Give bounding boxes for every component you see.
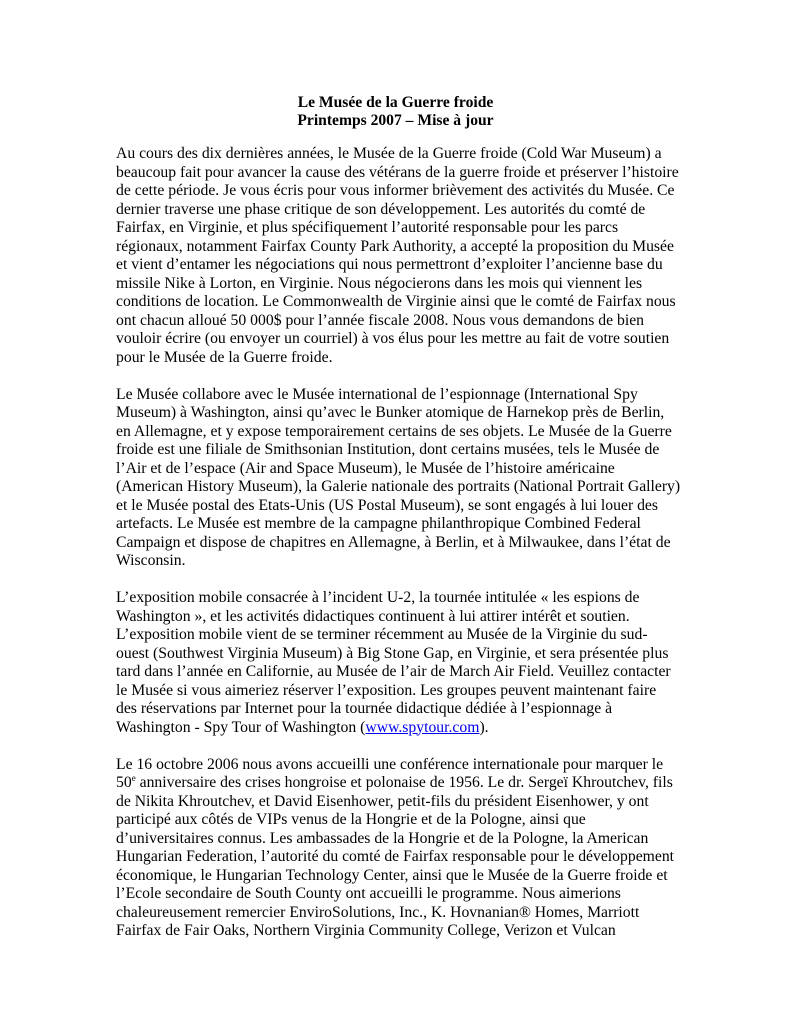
- text-fragment: Washington - Spy Tour of Washington (: [116, 718, 366, 736]
- text-line: pour le Musée de la Guerre froide.: [116, 348, 333, 366]
- paragraph-1: [116, 145, 716, 367]
- text-line: ouest (Southwest Virginia Museum) à Big Stone Gap, en Virginie, et sera présentée plus: [116, 644, 669, 662]
- text-line: de Nikita Khroutchev, et David Eisenhower, petit-fils du président Eisenhower, y ont: [116, 792, 649, 810]
- text-line: d’universitaires connus. Les ambassades de la Hongrie et de la Pologne, la American: [116, 829, 649, 847]
- text-line: chaleureusement remercier EnviroSolutions, Inc., K. Hovnanian® Homes, Marriott: [116, 903, 640, 921]
- text-line: et le Musée postal des Etats-Unis (US Postal Museum), se sont engagés à lui louer des: [116, 496, 659, 514]
- text-line: le Musée si vous aimeriez réserver l’exposition. Les groupes peuvent maintenant faire: [116, 681, 657, 699]
- text-line: (American History Museum), la Galerie nationale des portraits (National Portrait Gallery): [116, 478, 681, 495]
- text-line: l’Air et de l’espace (Air and Space Museum), le Musée de l’histoire américaine: [116, 459, 615, 477]
- text-line: l’Ecole secondaire de South County ont accueilli le programme. Nous aimerions: [116, 885, 621, 902]
- text-line: Le 16 octobre 2006 nous avons accueilli une conférence internationale pour marquer le: [116, 755, 664, 773]
- text-line: régionaux, notamment Fairfax County Park Authority, a accepté la proposition du Musée: [116, 237, 674, 255]
- text-line: artefacts. Le Musée est membre de la campagne philanthropique Combined Federal: [116, 515, 641, 532]
- text-line: et vient d’entamer les négociations qui nous permettront d’exploiter l’ancienne base du: [116, 256, 663, 273]
- text-line: L’exposition mobile consacrée à l’incident U-2, la tournée intitulée « les espions de: [116, 589, 640, 606]
- text-line: Washington », et les activités didactiques continuent à lui attirer intérêt et soutien.: [116, 607, 630, 625]
- text-line: ont chacun alloué 50 000$ pour l’année fiscale 2008. Nous vous demandons de bien: [116, 311, 645, 329]
- text-fragment: ).: [479, 718, 489, 736]
- text-line: conditions de location. Le Commonwealth de Virginie ainsi que le comté de Fairfax nous: [116, 293, 676, 310]
- text-line: en Allemagne, et y expose temporairement certains de ses objets. Le Musée de la Guerre: [116, 422, 672, 440]
- text-line: beaucoup fait pour avancer la cause des vétérans de la guerre froide et préserver l’histoire: [116, 163, 679, 181]
- document-subtitle: Printemps 2007 – Mise à jour: [297, 112, 494, 129]
- document-body: [116, 145, 716, 959]
- text-line: Fairfax, en Virginie, et plus spécifiquement l’autorité responsable pour les parcs: [116, 219, 619, 236]
- text-line: économique, le Hungarian Technology Center, ainsi que le Musée de la Guerre froide et: [116, 866, 668, 884]
- text-line: tard dans l’année en Californie, au Musée de l’air de March Air Field. Veuillez contacter: [116, 663, 671, 680]
- text-line: missile Nike à Lorton, en Virginie. Nous négocierons dans les mois qui viennent les: [116, 274, 643, 292]
- text-line: Le Musée collabore avec le Musée international de l’espionnage (International Spy: [116, 385, 638, 403]
- title-block: [0, 94, 791, 130]
- text-fragment: anniversaire des crises hongroise et polonaise de 1956. Le dr. Sergeï Khroutchev, fils: [135, 774, 673, 791]
- text-line: L’exposition mobile vient de se terminer récemment au Musée de la Virginie du sud-: [116, 626, 648, 643]
- document-title: Le Musée de la Guerre froide: [297, 94, 494, 111]
- text-line-with-superscript: [116, 774, 716, 793]
- text-line: Campaign et dispose de chapitres en Allemagne, à Berlin, et à Milwaukee, dans l’état de: [116, 533, 671, 551]
- spytour-link[interactable]: www.spytour.com: [365, 718, 480, 736]
- text-line: Fairfax de Fair Oaks, Northern Virginia Community College, Verizon et Vulcan: [116, 922, 616, 939]
- text-line: Wisconsin.: [116, 552, 186, 569]
- text-line: de cette période. Je vous écris pour vous informer brièvement des activités du Musée. Ce: [116, 182, 675, 199]
- paragraph-4: [116, 756, 716, 941]
- paragraph-3: [116, 589, 716, 737]
- text-line: dernier traverse une phase critique de son développement. Les autorités du comté de: [116, 200, 646, 218]
- text-line-with-link: [116, 719, 716, 738]
- ordinal-number: 50: [116, 774, 132, 791]
- text-line: froide est une filiale de Smithsonian Institution, dont certains musées, tels le Musée de: [116, 441, 660, 458]
- paragraph-2: [116, 386, 716, 571]
- text-line: participé aux côtés de VIPs venus de la Hongrie et de la Pologne, ainsi que: [116, 811, 586, 828]
- text-line: des réservations par Internet pour la tournée didactique dédiée à l’espionnage à: [116, 700, 613, 717]
- text-line: Hungarian Federation, l’autorité du comté de Fairfax responsable pour le développement: [116, 848, 675, 865]
- text-line: vouloir écrire (ou envoyer un courriel) à vos élus pour les mettre au fait de votre soutien: [116, 330, 670, 347]
- text-line: Museum) à Washington, ainsi qu’avec le Bunker atomique de Harnekop près de Berlin,: [116, 404, 665, 421]
- ordinal-superscript: e: [131, 773, 136, 783]
- text-line: Au cours des dix dernières années, le Musée de la Guerre froide (Cold War Museum) a: [116, 145, 662, 162]
